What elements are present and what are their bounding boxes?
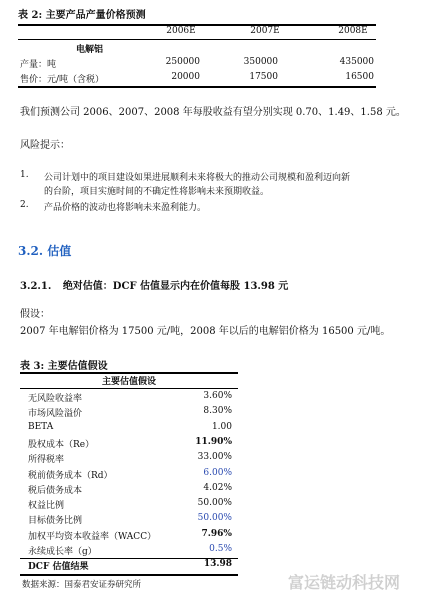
table3-row-label: 权益比例: [28, 501, 65, 512]
table3-row-label: 永续成长率（g）: [28, 547, 97, 557]
table3-row-value: 7.96%: [201, 528, 232, 539]
table2-cell: 20000: [171, 72, 200, 82]
table2-cell: 350000: [243, 57, 278, 67]
risk-item-text: 公司计划中的项目建设如果进展顺利未来将极大的推动公司规模和盈利迈向新: [44, 173, 351, 183]
table3-header-rule: [20, 388, 238, 389]
table3-source: 数据来源：国泰君安证券研究所: [22, 580, 142, 590]
table2-year-2006: 2006E: [166, 26, 196, 36]
table3-row-value: 50.00%: [197, 513, 232, 524]
table3-row-value: 6.00%: [203, 467, 232, 478]
subsection-heading: [20, 277, 288, 292]
table2-year-2008: 2008E: [338, 26, 368, 36]
risk-item-number: 2.: [20, 200, 29, 210]
forecast-paragraph: 我们预测公司 2006、2007、2008 年每股收益有望分别实现 0.70、1.49、1.58 元。: [20, 107, 406, 118]
table3-row-value: 13.98: [203, 559, 232, 570]
table3-row-value: 1.00: [211, 421, 232, 432]
table2-caption: 表 2: 主要产品产量价格预测: [18, 10, 146, 21]
table3-row-value: 3.60%: [203, 391, 232, 401]
table2-cell: 250000: [165, 57, 200, 67]
table2-year-2007: 2007E: [250, 26, 280, 36]
table3-row-label: BETA: [28, 421, 54, 432]
assumptions-heading: 假设：: [20, 309, 50, 320]
subsection-title: 绝对估值：DCF 估值显示内在价值每股 13.98 元: [62, 281, 289, 292]
subsection-number: 3.2.1.: [20, 281, 52, 292]
table3-row-label: DCF 估值结果: [28, 562, 89, 573]
table2-cell: 16500: [345, 72, 374, 82]
table3-row-label: 加权平均资本收益率（WACC）: [28, 531, 157, 542]
risk-item-text-cont: 的台阶，项目实施时间的不确定性将影响未来预期收益。: [44, 187, 270, 197]
table2-cell: 435000: [339, 57, 374, 67]
table3-row-value: 8.30%: [203, 406, 232, 417]
assumptions-text: 2007 年电解铝价格为 17500 元/吨，2008 年以后的电解铝价格为 16500 元/吨。: [20, 326, 391, 337]
table2-cell: 17500: [249, 72, 278, 82]
table2-row-output-label: 产量：吨: [20, 60, 57, 70]
table3-caption: 表 3: 主要估值假设: [20, 361, 108, 372]
table3-row-value: 33.00%: [197, 452, 232, 463]
table2-bottom-rule: [18, 86, 376, 88]
table2-header-rule: [18, 39, 376, 40]
table3-row-label: 目标债务比例: [28, 516, 83, 527]
watermark: 富运链动科技网: [288, 573, 401, 592]
risk-heading: 风险提示：: [20, 140, 70, 151]
table3-row-value: 0.5%: [209, 544, 232, 554]
table3-row-label: 股权成本（Re）: [28, 439, 95, 450]
table3-row-label: 市场风险溢价: [28, 409, 83, 420]
table3-bottom-rule: [20, 574, 238, 576]
table3-row-label: 所得税率: [28, 455, 65, 466]
section-number: 3.2.: [18, 244, 44, 258]
section-title: 估值: [47, 244, 72, 258]
section-heading: [18, 242, 71, 259]
table2-product: 电解铝: [76, 45, 104, 55]
table3-row-value: 11.90%: [195, 436, 232, 447]
table3-row-label: 无风险收益率: [28, 394, 83, 404]
table3-header: 主要估值假设: [101, 377, 156, 387]
table3-row-label: 税后债务成本: [28, 485, 83, 496]
risk-item-number: 1.: [20, 170, 29, 180]
table3-row-label: 税前债务成本（Rd）: [28, 470, 113, 481]
table3-row-value: 4.02%: [203, 482, 232, 493]
table2-row-price-label: 售价：元/吨（含税）: [20, 75, 105, 85]
risk-item-text: 产品价格的波动也将影响未来盈利能力。: [44, 203, 207, 213]
table3-row-value: 50.00%: [197, 498, 232, 509]
